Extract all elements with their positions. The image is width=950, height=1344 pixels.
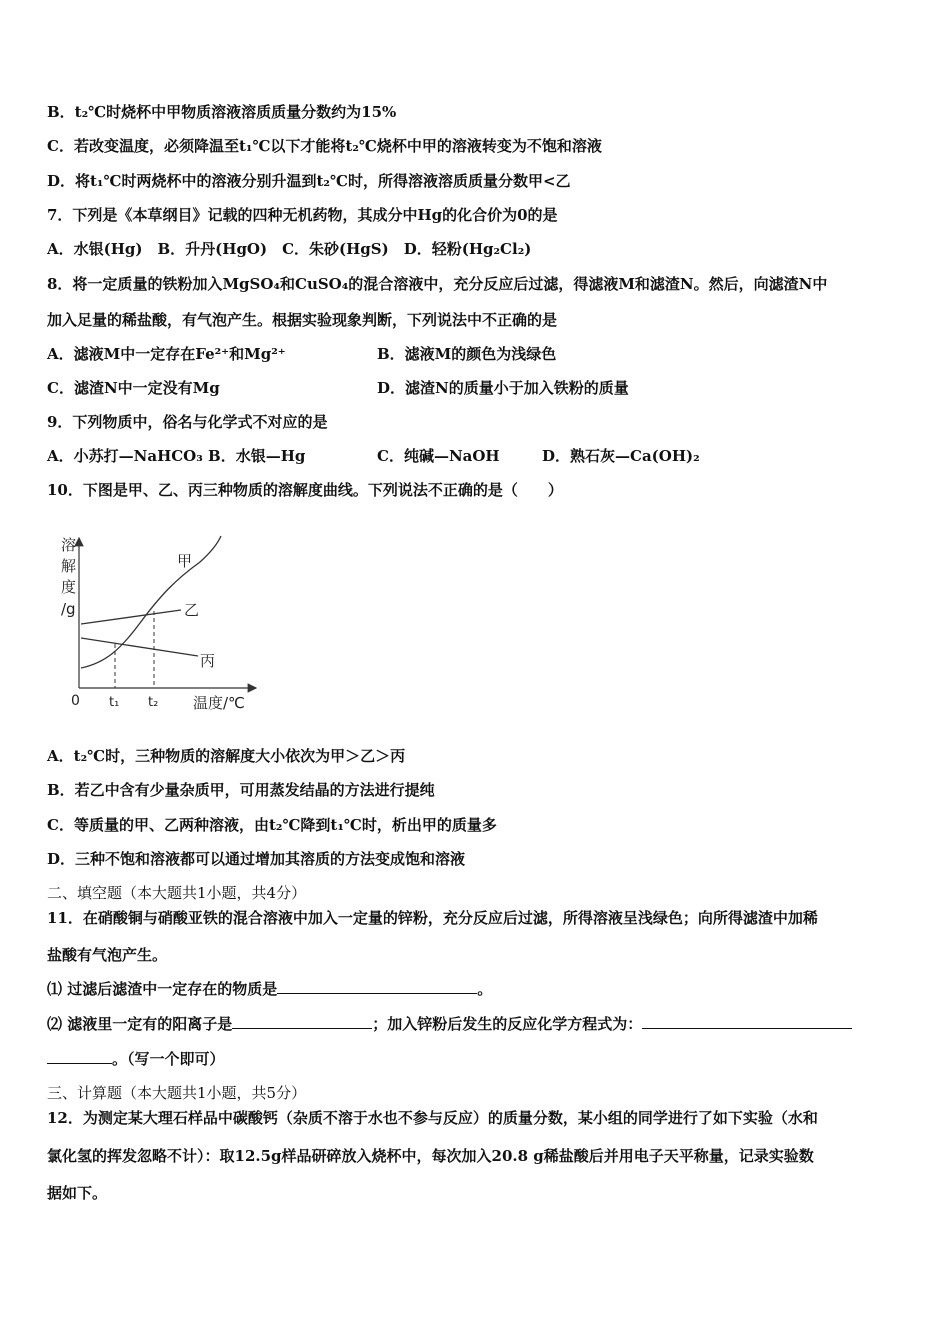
q11-sub2-blank-equation[interactable]	[642, 1014, 852, 1029]
q8-stem-line2: 加入足量的稀盐酸，有气泡产生。根据实验现象判断，下列说法中不正确的是	[47, 311, 558, 329]
q11-sub1	[47, 979, 492, 999]
q12-stem-line2: 氯化氢的挥发忽略不计）：取12.5g样品研碎放入烧杯中，每次加入20.8 g稀盐酸后并用电子天平称量，记录实验数	[47, 1147, 814, 1165]
q6-option-b: B．t₂℃时烧杯中甲物质溶液溶质质量分数约为15%	[47, 103, 397, 121]
q10-option-c: C．等质量的甲、乙两种溶液，由t₂℃降到t₁℃时，析出甲的质量多	[47, 816, 497, 834]
q11-sub1-text: ⑴ 过滤后滤渣中一定存在的物质是	[47, 980, 278, 998]
q10-stem: 10．下图是甲、乙、丙三种物质的溶解度曲线。下列说法不正确的是（ ）	[47, 481, 563, 499]
q11-sub2-blank-cont[interactable]	[47, 1049, 112, 1064]
solubility-chart	[50, 520, 265, 720]
q11-sub2-text: ⑵ 滤液里一定有的阳离子是	[47, 1015, 233, 1033]
q10-option-b: B．若乙中含有少量杂质甲，可用蒸发结晶的方法进行提纯	[47, 781, 435, 799]
section3-title: 三、计算题（本大题共1小题，共5分）	[47, 1084, 307, 1102]
q8-option-a: A．滤液M中一定存在Fe²⁺和Mg²⁺	[47, 345, 286, 363]
q7-options: A．水银(Hg) B．升丹(HgO) C．朱砂(HgS) D．轻粉(Hg₂Cl₂)	[47, 240, 532, 258]
q11-sub2-mid: ；加入锌粉后发生的反应化学方程式为：	[372, 1015, 643, 1033]
series-yi-line	[81, 610, 181, 624]
q11-sub2-cont	[47, 1049, 225, 1069]
q8-stem-line1: 8．将一定质量的铁粉加入MgSO₄和CuSO₄的混合溶液中，充分反应后过滤，得滤液M和滤渣N。然后，向滤渣N中	[47, 275, 828, 293]
series-label-bing: 丙	[200, 652, 216, 670]
q11-stem-line1: 11．在硝酸铜与硝酸亚铁的混合溶液中加入一定量的锌粉，充分反应后过滤，所得溶液呈浅绿色；向所得滤渣中加稀	[47, 909, 818, 927]
q8-option-b: B．滤液M的颜色为浅绿色	[377, 345, 557, 363]
series-bing-line	[81, 638, 198, 656]
q7-stem: 7．下列是《本草纲目》记载的四种无机药物，其成分中Hg的化合价为0的是	[47, 206, 558, 224]
q8-option-c: C．滤渣N中一定没有Mg	[47, 379, 220, 397]
series-label-jia: 甲	[177, 552, 193, 570]
q9-option-d: D．熟石灰—Ca(OH)₂	[542, 447, 700, 465]
q6-option-c: C．若改变温度，必须降温至t₁℃以下才能将t₂℃烧杯中甲的溶液转变为不饱和溶液	[47, 137, 602, 155]
q9-option-ab: A．小苏打—NaHCO₃ B．水银—Hg	[47, 447, 306, 465]
q10-option-d: D．三种不饱和溶液都可以通过增加其溶质的方法变成饱和溶液	[47, 850, 466, 868]
q10-option-a: A．t₂℃时，三种物质的溶解度大小依次为甲＞乙＞丙	[47, 747, 406, 765]
tick-label-t1: t₁	[109, 695, 120, 710]
origin-label: 0	[71, 693, 80, 709]
section2-title: 二、填空题（本大题共1小题，共4分）	[47, 884, 307, 902]
q11-sub2-end: 。（写一个即可）	[112, 1050, 225, 1068]
tick-label-t2: t₂	[148, 695, 159, 710]
q12-stem-line3: 据如下。	[47, 1184, 108, 1202]
q11-sub1-end: 。	[477, 980, 493, 998]
q9-option-c: C．纯碱—NaOH	[377, 447, 500, 465]
q6-option-d: D．将t₁℃时两烧杯中的溶液分别升温到t₂℃时，所得溶液溶质质量分数甲<乙	[47, 172, 571, 190]
q11-sub2	[47, 1014, 852, 1034]
q9-stem: 9．下列物质中，俗名与化学式不对应的是	[47, 413, 328, 431]
q12-stem-line1: 12．为测定某大理石样品中碳酸钙（杂质不溶于水也不参与反应）的质量分数，某小组的同学进行了如下实验（水和	[47, 1109, 818, 1127]
y-axis-label: 溶 解 度 /g	[61, 536, 77, 618]
series-label-yi: 乙	[184, 601, 200, 619]
q11-sub1-blank[interactable]	[277, 979, 477, 994]
x-axis-label: 温度/℃	[193, 694, 245, 712]
q11-stem-line2: 盐酸有气泡产生。	[47, 946, 168, 964]
q11-sub2-blank-ion[interactable]	[232, 1014, 372, 1029]
q8-option-d: D．滤渣N的质量小于加入铁粉的质量	[377, 379, 629, 397]
